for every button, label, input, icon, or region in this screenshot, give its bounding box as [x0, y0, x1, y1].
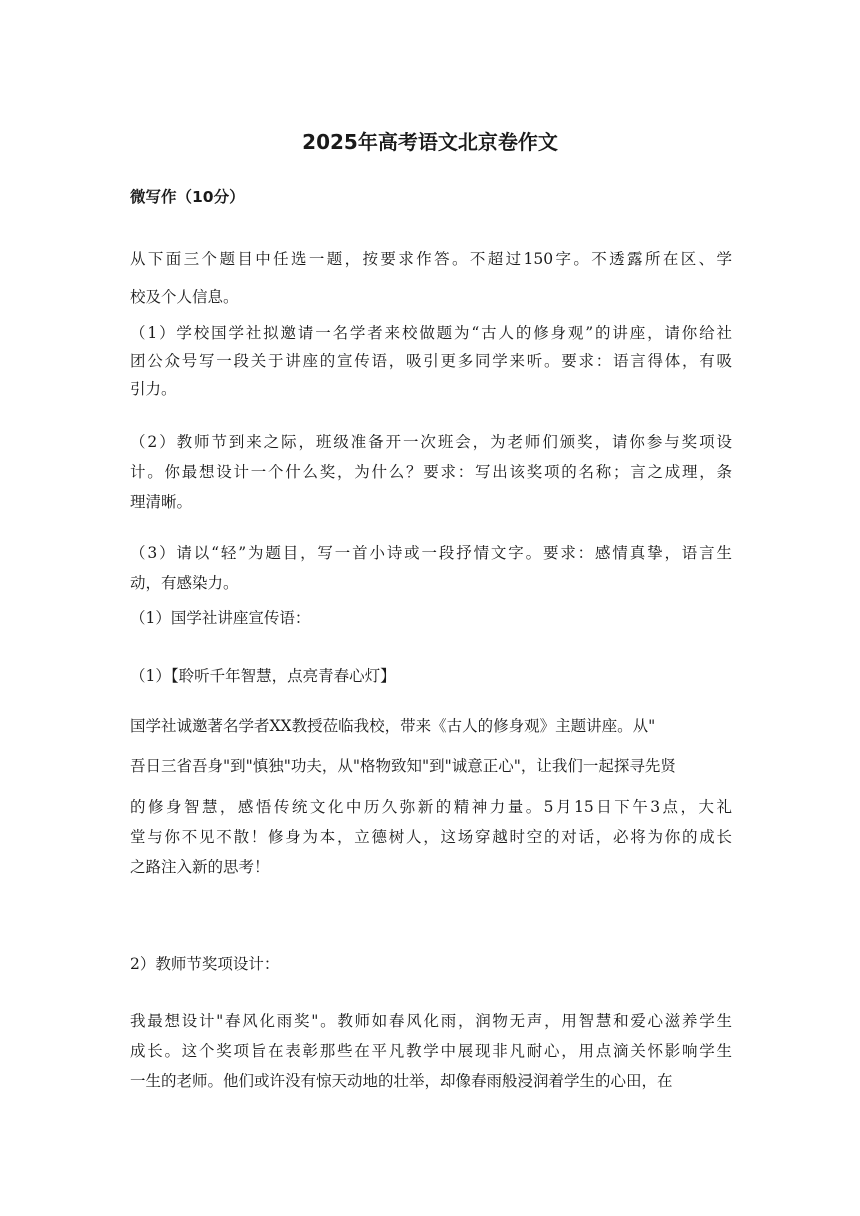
text-line: 动，有感染力。: [130, 574, 239, 592]
prompt-option-2: [130, 427, 732, 517]
answer-1-body-top: [130, 706, 732, 786]
text-line: 国学社诚邀著名学者XX教授莅临我校，带来《古人的修身观》主题讲座。从": [130, 717, 656, 735]
text-line: 校及个人信息。: [130, 288, 239, 306]
text-line: 成长。这个奖项旨在表彰那些在平凡教学中展现非凡耐心，用点滴关怀影响学生: [130, 1042, 732, 1060]
text-line: 引力。: [130, 380, 177, 398]
answer-2-body: [130, 1006, 732, 1096]
answer-1-slogan: （1）【聆听千年智慧，点亮青春心灯】: [130, 667, 396, 685]
instructions-paragraph: [130, 240, 732, 316]
prompt-option-1: [130, 319, 732, 403]
answer-1-body-bottom: [130, 792, 732, 882]
text-line: 堂与你不见不散！修身为本，立德树人，这场穿越时空的对话，必将为你的成长: [130, 828, 732, 846]
answer-2-heading: 2）教师节奖项设计：: [130, 955, 280, 973]
document-title: 2025年高考语文北京卷作文: [302, 130, 558, 154]
text-line: 从下面三个题目中任选一题，按要求作答。不超过150字。不透露所在区、学: [130, 250, 732, 268]
text-line: （1）学校国学社拟邀请一名学者来校做题为“古人的修身观”的讲座，请你给社: [130, 324, 732, 342]
text-line: 理清晰。: [130, 493, 193, 511]
text-line: 团公众号写一段关于讲座的宣传语，吸引更多同学来听。要求：语言得体，有吸: [130, 352, 732, 370]
text-line: 的修身智慧，感悟传统文化中历久弥新的精神力量。5月15日下午3点，大礼: [130, 798, 732, 816]
text-line: 计。你最想设计一个什么奖，为什么？要求：写出该奖项的名称；言之成理，条: [130, 463, 732, 481]
text-line: （2）教师节到来之际，班级准备开一次班会，为老师们颁奖，请你参与奖项设: [130, 433, 732, 451]
text-line: 之路注入新的思考！: [130, 858, 270, 876]
answer-1-heading: （1）国学社讲座宣传语：: [130, 609, 311, 627]
text-line: 吾日三省吾身"到"慎独"功夫，从"格物致知"到"诚意正心"，让我们一起探寻先贤: [130, 757, 676, 775]
prompt-option-3: [130, 538, 732, 598]
micro-writing-heading: 微写作（10分）: [130, 188, 245, 206]
text-line: （3）请以“轻”为题目，写一首小诗或一段抒情文字。要求：感情真挚，语言生: [130, 544, 732, 562]
text-line: 一生的老师。他们或许没有惊天动地的壮举，却像春雨般浸润着学生的心田，在: [130, 1072, 673, 1090]
text-line: 我最想设计"春风化雨奖"。教师如春风化雨，润物无声，用智慧和爱心滋养学生: [130, 1012, 732, 1030]
